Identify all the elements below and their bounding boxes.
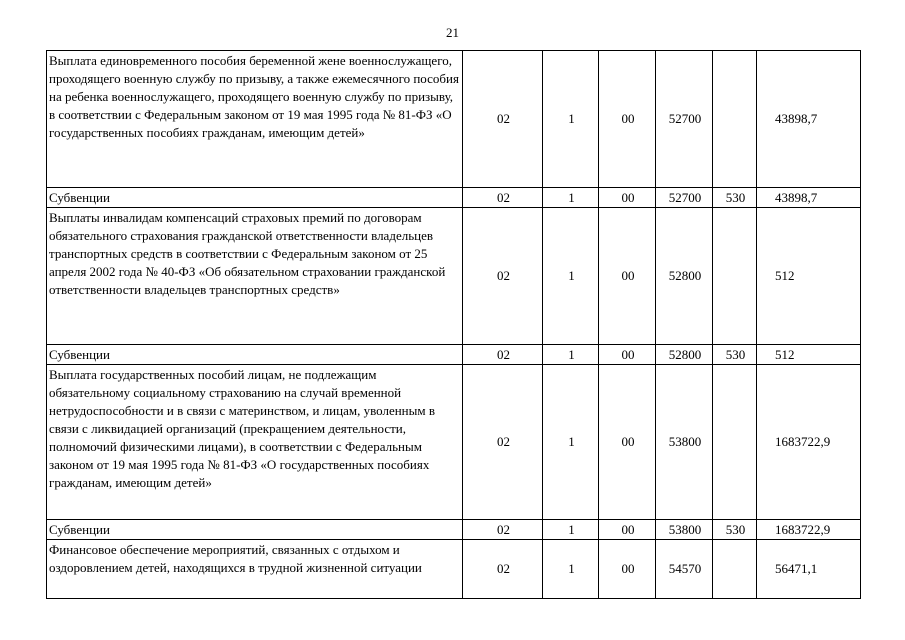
- page-number: 21: [446, 25, 459, 40]
- table-row: [47, 51, 861, 188]
- row-code: 52800: [656, 345, 713, 365]
- row-subsection: 1: [543, 208, 599, 345]
- row-type: 530: [713, 345, 757, 365]
- row-description: Субвенции: [47, 188, 463, 208]
- row-description: Финансовое обеспечение мероприятий, связанных с отдыхом и оздоровлением детей, находящихся в трудной жизненной ситуации: [47, 540, 463, 599]
- row-amount: 56471,1: [757, 540, 861, 599]
- table-row: [47, 520, 861, 540]
- row-amount: 512: [757, 345, 861, 365]
- row-code: 52700: [656, 188, 713, 208]
- row-subsection: 1: [543, 188, 599, 208]
- row-type: 530: [713, 520, 757, 540]
- row-amount: 43898,7: [757, 188, 861, 208]
- row-section: 02: [463, 540, 543, 599]
- row-code: 52800: [656, 208, 713, 345]
- row-program: 00: [599, 188, 656, 208]
- row-subsection: 1: [543, 520, 599, 540]
- row-type: 530: [713, 188, 757, 208]
- row-amount: 512: [757, 208, 861, 345]
- budget-table: [46, 50, 861, 599]
- row-program: 00: [599, 520, 656, 540]
- row-description: Выплата государственных пособий лицам, не подлежащим обязательному социальному страхованию на случай временной нетрудоспособности и в связи с материнством, и лицам, уволенным в связи с ликвидацией организаций (прекращением деятельности, полномочий физическими лицами), в соответствии с Федеральным законом от 19 мая 1995 года № 81-ФЗ «О государственных пособиях гражданам, имеющим детей»: [47, 365, 463, 520]
- row-section: 02: [463, 208, 543, 345]
- table-row: [47, 188, 861, 208]
- row-subsection: 1: [543, 51, 599, 188]
- row-subsection: 1: [543, 345, 599, 365]
- row-section: 02: [463, 520, 543, 540]
- table-row: [47, 208, 861, 345]
- row-section: 02: [463, 365, 543, 520]
- row-section: 02: [463, 188, 543, 208]
- row-amount: 43898,7: [757, 51, 861, 188]
- row-subsection: 1: [543, 540, 599, 599]
- row-program: 00: [599, 540, 656, 599]
- row-program: 00: [599, 51, 656, 188]
- row-code: 53800: [656, 520, 713, 540]
- row-description: Выплаты инвалидам компенсаций страховых премий по договорам обязательного страхования гражданской ответственности владельцев транспортных средств в соответствии с Федеральным законом от 25 апреля 2002 года № 40-ФЗ «Об обязательном страховании гражданской ответственности владельцев транспортных средств»: [47, 208, 463, 345]
- row-code: 54570: [656, 540, 713, 599]
- row-type: [713, 365, 757, 520]
- row-program: 00: [599, 208, 656, 345]
- row-description: Выплата единовременного пособия беременной жене военнослужащего, проходящего военную службу по призыву, а также ежемесячного пособия на ребенка военнослужащего, проходящего военную службу по призыву, в соответствии с Федеральным законом от 19 мая 1995 года № 81-ФЗ «О государственных пособиях гражданам, имеющим детей»: [47, 51, 463, 188]
- row-program: 00: [599, 365, 656, 520]
- row-amount: 1683722,9: [757, 365, 861, 520]
- table-row: [47, 540, 861, 599]
- row-section: 02: [463, 51, 543, 188]
- row-section: 02: [463, 345, 543, 365]
- row-code: 52700: [656, 51, 713, 188]
- table-row: [47, 365, 861, 520]
- row-subsection: 1: [543, 365, 599, 520]
- row-type: [713, 51, 757, 188]
- row-code: 53800: [656, 365, 713, 520]
- row-amount: 1683722,9: [757, 520, 861, 540]
- row-program: 00: [599, 345, 656, 365]
- row-description: Субвенции: [47, 520, 463, 540]
- row-type: [713, 208, 757, 345]
- row-description: Субвенции: [47, 345, 463, 365]
- row-type: [713, 540, 757, 599]
- table-row: [47, 345, 861, 365]
